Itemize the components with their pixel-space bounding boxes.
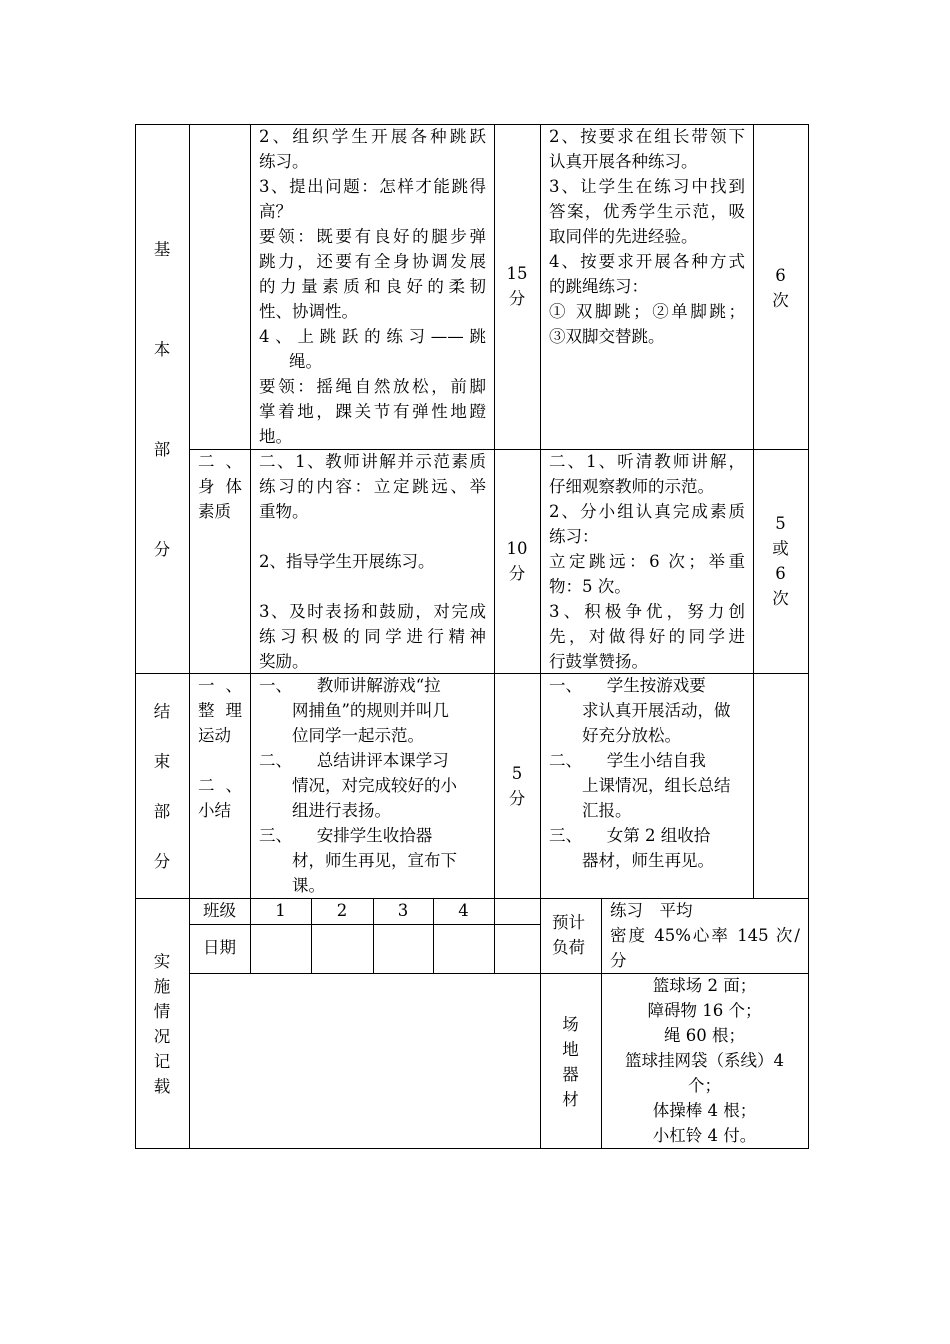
text-line: 3、提出问题：怎样才能跳得	[259, 177, 486, 196]
record-section-char: 载	[153, 1077, 171, 1096]
venue-label-char: 场	[562, 1015, 579, 1034]
basic-row1-count-unit: 次	[772, 291, 789, 310]
text-line: 4、上跳跃的练习——跳	[259, 327, 486, 346]
text-line: ① 双脚跳；②单脚跳；	[549, 302, 745, 321]
class-number: 4	[458, 901, 469, 920]
text-line: 上课情况，组长总结	[549, 776, 731, 795]
basic-row2-count: 5	[775, 514, 786, 533]
text-line: 二、 总结讲评本课学习	[259, 751, 449, 770]
text-line: 三、 女第 2 组收拾	[549, 826, 711, 845]
text-line: 器材，师生再见。	[549, 851, 714, 870]
date-label: 日期	[203, 938, 236, 957]
ending-section-char: 部	[153, 802, 171, 821]
text-line: ③双脚交替跳。	[549, 327, 665, 346]
text-line: 网捕鱼”的规则并叫几	[259, 701, 449, 720]
text-line: 课。	[259, 876, 325, 895]
basic-row1-time: 15	[506, 264, 528, 283]
venue-item: 篮球挂网袋（系线）4	[625, 1051, 784, 1070]
text-line: 求认真开展活动，做	[549, 701, 731, 720]
text-line: 先，对做得好的同学进	[549, 627, 745, 646]
text-line: 二、1、教师讲解并示范素质	[259, 452, 486, 471]
record-section-char: 实	[153, 952, 171, 971]
text-line: 整 理	[198, 701, 242, 720]
text-line: 三、 安排学生收拾器	[259, 826, 433, 845]
text-line: 二、 学生小结自我	[549, 751, 706, 770]
text-line: 二、	[198, 452, 242, 471]
venue-item: 障碍物 16 个；	[647, 1001, 762, 1020]
text-line: 性、协调性。	[259, 302, 358, 321]
text-line: 认真开展各种练习。	[549, 152, 698, 171]
ending-time-unit: 分	[508, 789, 526, 808]
basic-row1-time-unit: 分	[508, 289, 526, 308]
text-line: 4、按要求开展各种方式	[549, 252, 745, 271]
text-line: 2、分小组认真完成素质	[549, 502, 745, 521]
text-line: 练习：	[549, 527, 599, 546]
text-line: 绳。	[289, 352, 322, 371]
text-line: 2、指导学生开展练习。	[259, 552, 435, 571]
basic-section-char: 本	[153, 340, 171, 359]
load-value: 分	[610, 951, 627, 970]
text-line: 奖励。	[259, 652, 309, 671]
basic-section-char: 基	[153, 240, 171, 259]
text-line: 3、及时表扬和鼓励，对完成	[259, 602, 486, 621]
text-line: 取同伴的先进经验。	[549, 227, 698, 246]
ending-section-char: 分	[153, 852, 171, 871]
text-line: 练习积极的同学进行精神	[259, 627, 486, 646]
class-number: 3	[397, 901, 409, 920]
load-label: 预计	[552, 913, 585, 932]
ending-time: 5	[511, 764, 523, 783]
text-line: 地。	[259, 427, 292, 446]
text-line: 汇报。	[549, 801, 632, 820]
text-line: 一、 学生按游戏要	[549, 676, 706, 695]
venue-item: 个；	[688, 1076, 721, 1095]
text-line: 运动	[198, 726, 231, 745]
text-line: 一、 教师讲解游戏“拉	[259, 676, 441, 695]
basic-row2-count: 6	[775, 564, 786, 583]
record-section-char: 情	[153, 1002, 171, 1021]
load-label: 负荷	[552, 938, 585, 957]
text-line: 素质	[198, 502, 231, 521]
text-line: 掌着地，踝关节有弹性地蹬	[259, 402, 486, 421]
text-line: 重物。	[259, 502, 309, 521]
text-line: 3、积极争优，努力创	[549, 602, 745, 621]
basic-row2-time-unit: 分	[508, 564, 526, 583]
ending-section-char: 束	[153, 752, 171, 771]
text-line: 2、按要求在组长带领下	[549, 127, 745, 146]
text-line: 二、	[198, 776, 242, 795]
basic-section-char: 分	[153, 540, 171, 559]
text-line: 仔细观察教师的示范。	[549, 477, 714, 496]
text-line: 跳力，还要有全身协调发展	[259, 252, 486, 271]
text-line: 要领：既要有良好的腿步弹	[259, 227, 486, 246]
class-number: 2	[336, 901, 348, 920]
basic-row1-count: 6	[775, 266, 786, 285]
text-line: 练习。	[259, 152, 309, 171]
text-line: 组进行表扬。	[259, 801, 391, 820]
text-line: 立定跳远：6 次；举重	[549, 552, 745, 571]
venue-label-char: 材	[562, 1090, 579, 1109]
record-section-char: 况	[153, 1027, 171, 1046]
load-value: 密度 45%心率 145 次/	[610, 926, 800, 945]
text-line: 身 体	[198, 477, 242, 496]
text-line: 物：5 次。	[549, 577, 631, 596]
basic-row2-time: 10	[506, 539, 528, 558]
class-number: 1	[275, 901, 286, 920]
text-line: 答案，优秀学生示范，吸	[549, 202, 745, 221]
text-line: 3、让学生在练习中找到	[549, 177, 745, 196]
basic-row2-count-unit: 次	[772, 589, 789, 608]
venue-item: 篮球场 2 面；	[652, 976, 757, 995]
class-label: 班级	[203, 901, 236, 920]
venue-label-char: 器	[562, 1065, 579, 1084]
text-line: 材，师生再见，宣布下	[259, 851, 457, 870]
basic-section-char: 部	[153, 440, 171, 459]
venue-item: 小杠铃 4 付。	[652, 1126, 757, 1145]
record-section-char: 施	[153, 977, 171, 996]
text-line: 小结	[198, 801, 231, 820]
venue-item: 绳 60 根；	[664, 1026, 745, 1045]
text-line: 练习的内容：立定跳远、举	[259, 477, 486, 496]
text-line: 情况，对完成较好的小	[259, 776, 457, 795]
text-line: 一、	[198, 676, 242, 695]
text-line: 行鼓掌赞扬。	[549, 652, 648, 671]
text-line: 要领：摇绳自然放松，前脚	[259, 377, 486, 396]
load-value: 练习 平均	[610, 901, 693, 920]
text-line: 好充分放松。	[549, 726, 681, 745]
text-line: 的跳绳练习：	[549, 277, 648, 296]
text-line: 的力量素质和良好的柔韧	[259, 277, 486, 296]
text-line: 位同学一起示范。	[259, 726, 424, 745]
text-line: 高？	[259, 202, 292, 221]
text-line: 二、1、听清教师讲解，	[549, 452, 745, 471]
text-line: 2、组织学生开展各种跳跃	[259, 127, 486, 146]
basic-row2-count: 或	[772, 539, 789, 558]
ending-section-char: 结	[153, 702, 171, 721]
venue-item: 体操棒 4 根；	[652, 1101, 757, 1120]
record-section-char: 记	[153, 1052, 171, 1071]
venue-label-char: 地	[562, 1040, 579, 1059]
